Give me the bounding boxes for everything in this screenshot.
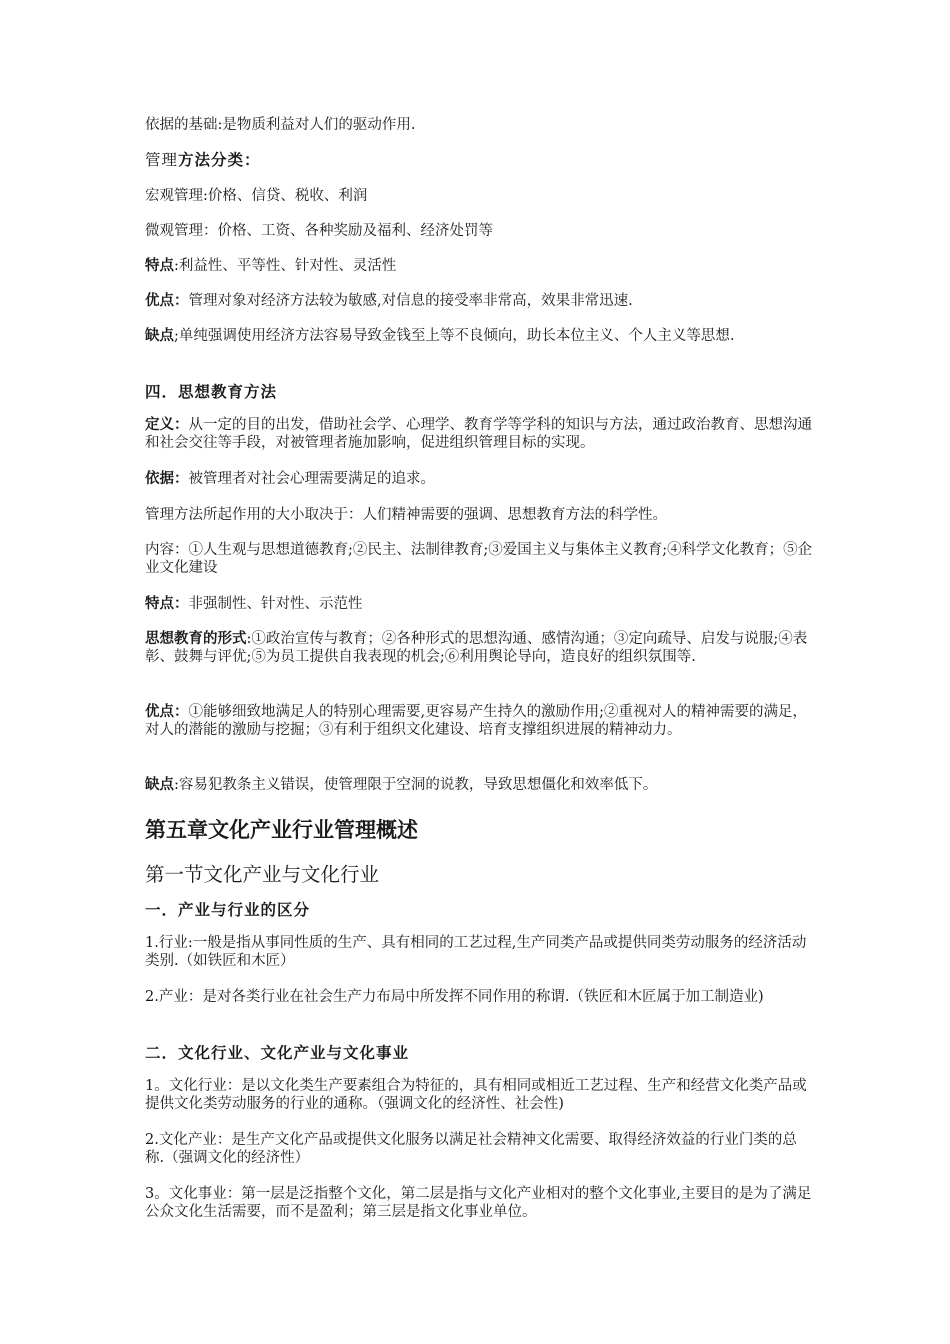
paragraph-advantages-ideological bbox=[145, 703, 815, 739]
sector-definition-text: 2.产业：是对各类行业在社会生产力布局中所发挥不同作用的称谓.（铁匠和木匠属于加工制造业) bbox=[145, 989, 764, 1005]
paragraph-disadvantages-econ bbox=[145, 327, 815, 345]
paragraph-classification-heading bbox=[145, 151, 815, 169]
paragraph-cultural-sector bbox=[145, 1131, 815, 1167]
paragraph-micro bbox=[145, 222, 815, 240]
forms-text: :①政治宣传与教育；②各种形式的思想沟通、感情沟通；③定向疏导、启发与说服;④表彰、鼓舞与评优;⑤为员工提供自我表现的机会;⑥利用舆论导向，造良好的组织氛围等. bbox=[145, 631, 808, 665]
advantages-ideological-text: ①能够细致地满足人的特别心理需要,更容易产生持久的激励作用;②重视对人的精神需要的满足，对人的潜能的激励与挖掘；③有利于组织文化建设、培育支撑组织进展的精神动力。 bbox=[145, 704, 807, 738]
classification-prefix: 管理 bbox=[145, 151, 179, 169]
definition-label: 定义： bbox=[145, 416, 189, 433]
chapter-heading: 第五章文化产业行业管理概述 bbox=[145, 818, 418, 842]
definition-text: 从一定的目的出发，借助社会学、心理学、教育学等学科的知识与方法，通过政治教育、思想沟通和社会交往等手段，对被管理者施加影响，促进组织管理目标的实现。 bbox=[145, 417, 812, 451]
features-ideological-text: 非强制性、针对性、示范性 bbox=[188, 596, 363, 612]
paragraph-definition bbox=[145, 416, 815, 452]
disadvantages-text: ;单纯强调使用经济方法容易导致金钱至上等不良倾向，助长本位主义、个人主义等思想. bbox=[174, 328, 735, 344]
paragraph-content bbox=[145, 541, 815, 577]
paragraph-basis-ideological bbox=[145, 470, 815, 488]
subsection-heading-distinction: 一．产业与行业的区分 bbox=[145, 900, 311, 919]
cultural-sector-text: 2.文化产业：是生产文化产品或提供文化服务以满足社会精神文化需要、取得经济效益的行业门类的总称.（强调文化的经济性） bbox=[145, 1132, 797, 1166]
paragraph-sector-definition bbox=[145, 988, 815, 1006]
industry-definition-text: 1.行业:一般是指从事同性质的生产、具有相同的工艺过程,生产同类产品或提供同类劳动服务的经济活动类别.（如铁匠和木匠） bbox=[145, 935, 807, 969]
macro-text: 宏观管理:价格、信贷、税收、利润 bbox=[145, 188, 368, 204]
paragraph-cultural-undertaking bbox=[145, 1185, 815, 1221]
classification-bold: 方法分类： bbox=[178, 150, 261, 169]
paragraph-disadvantages-ideological bbox=[145, 776, 815, 794]
basis-ideological-text: 被管理者对社会心理需要满足的追求。 bbox=[188, 471, 435, 487]
disadvantages-ideological-label: 缺点 bbox=[145, 776, 174, 793]
paragraph-features-ideological bbox=[145, 595, 815, 613]
paragraph-basis bbox=[145, 116, 815, 134]
basis-text: 依据的基础:是物质利益对人们的驱动作用. bbox=[145, 117, 416, 133]
paragraph-cultural-industry bbox=[145, 1077, 815, 1113]
forms-label: 思想教育的形式 bbox=[145, 630, 247, 647]
cultural-industry-text: 1。文化行业：是以文化类生产要素组合为特征的，具有相同或相近工艺过程、生产和经营文化类产品或提供文化类劳动服务的行业的通称。（强调文化的经济性、社会性) bbox=[145, 1078, 807, 1112]
paragraph-effect bbox=[145, 506, 815, 524]
paragraph-advantages-econ bbox=[145, 292, 815, 310]
advantages-text: 管理对象对经济方法较为敏感,对信息的接受率非常高，效果非常迅速. bbox=[188, 293, 633, 309]
features-label: 特点 bbox=[145, 257, 174, 274]
features-ideological-label: 特点： bbox=[145, 595, 189, 612]
paragraph-industry-definition bbox=[145, 934, 815, 970]
paragraph-macro bbox=[145, 187, 815, 205]
cultural-undertaking-text: 3。文化事业：第一层是泛指整个文化，第二层是指与文化产业相对的整个文化事业,主要目的是为了满足公众文化生活需要，而不是盈利；第三层是指文化事业单位。 bbox=[145, 1186, 812, 1220]
disadvantages-label: 缺点 bbox=[145, 327, 174, 344]
paragraph-forms bbox=[145, 630, 815, 666]
effect-text: 管理方法所起作用的大小取决于：人们精神需要的强调、思想教育方法的科学性。 bbox=[145, 507, 667, 523]
section-heading-ideological: 四．思想教育方法 bbox=[145, 382, 278, 401]
basis-label: 依据： bbox=[145, 470, 189, 487]
advantages-ideological-label: 优点： bbox=[145, 703, 189, 720]
features-text: :利益性、平等性、针对性、灵活性 bbox=[174, 258, 397, 274]
micro-text: 微观管理：价格、工资、各种奖励及福利、经济处罚等 bbox=[145, 223, 493, 239]
paragraph-features-econ bbox=[145, 257, 815, 275]
advantages-label: 优点： bbox=[145, 292, 189, 309]
subsection-heading-culture: 二．文化行业、文化产业与文化事业 bbox=[145, 1043, 410, 1062]
section-title: 第一节文化产业与文化行业 bbox=[145, 863, 380, 886]
disadvantages-ideological-text: :容易犯教条主义错误，使管理限于空洞的说教，导致思想僵化和效率低下。 bbox=[174, 777, 658, 793]
content-text: 内容：①人生观与思想道德教育;②民主、法制律教育;③爱国主义与集体主义教育;④科学文化教育；⑤企业文化建设 bbox=[145, 542, 813, 576]
